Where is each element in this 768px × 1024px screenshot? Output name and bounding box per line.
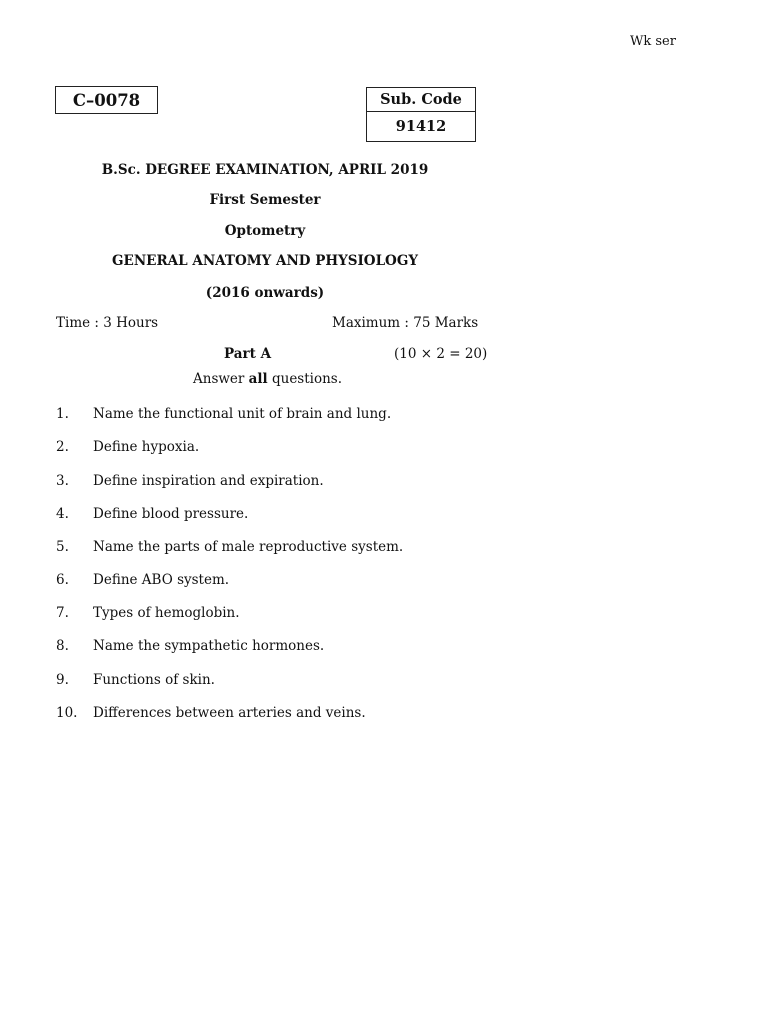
question-text: Define hypoxia. xyxy=(93,439,200,455)
question-text: Define blood pressure. xyxy=(93,506,249,522)
instruction xyxy=(193,371,342,387)
question-number: 6. xyxy=(56,572,69,588)
question-number: 10. xyxy=(56,705,78,721)
question-text: Functions of skin. xyxy=(93,672,215,688)
question-number: 9. xyxy=(56,672,69,688)
question-text: Name the functional unit of brain and lung. xyxy=(93,406,392,422)
question-text: Types of hemoglobin. xyxy=(93,605,240,621)
question-text: Name the sympathetic hormones. xyxy=(93,638,325,654)
question-text: Define ABO system. xyxy=(93,572,230,588)
instruction-after: questions. xyxy=(267,371,343,387)
question-text: Differences between arteries and veins. xyxy=(93,705,366,721)
question-text: Name the parts of male reproductive system. xyxy=(93,539,404,555)
header-note: Wk ser xyxy=(630,34,676,49)
part-marks: (10 × 2 = 20) xyxy=(394,346,488,362)
question-number: 7. xyxy=(56,605,69,621)
instruction-emphasis: all xyxy=(248,371,268,387)
time-allowed: Time : 3 Hours xyxy=(56,315,159,331)
maximum-marks: Maximum : 75 Marks xyxy=(332,315,479,331)
question-number: 1. xyxy=(56,406,69,422)
sub-code-value: 91412 xyxy=(395,118,447,135)
sub-code-label: Sub. Code xyxy=(367,88,475,112)
batch: (2016 onwards) xyxy=(205,285,325,301)
question-number: 5. xyxy=(56,539,69,555)
question-number: 8. xyxy=(56,638,69,654)
semester: First Semester xyxy=(209,192,321,208)
subject-title: GENERAL ANATOMY AND PHYSIOLOGY xyxy=(112,253,418,269)
sub-code-box xyxy=(366,87,476,142)
exam-title: B.Sc. DEGREE EXAMINATION, APRIL 2019 xyxy=(101,162,429,178)
question-number: 2. xyxy=(56,439,69,455)
paper-code: C–0078 xyxy=(72,90,141,110)
question-text: Define inspiration and expiration. xyxy=(93,473,324,489)
question-number: 3. xyxy=(56,473,69,489)
part-label: Part A xyxy=(224,346,272,362)
course-name: Optometry xyxy=(224,223,306,239)
question-number: 4. xyxy=(56,506,69,522)
instruction-before: Answer xyxy=(193,371,249,387)
paper-code-box xyxy=(55,86,158,114)
